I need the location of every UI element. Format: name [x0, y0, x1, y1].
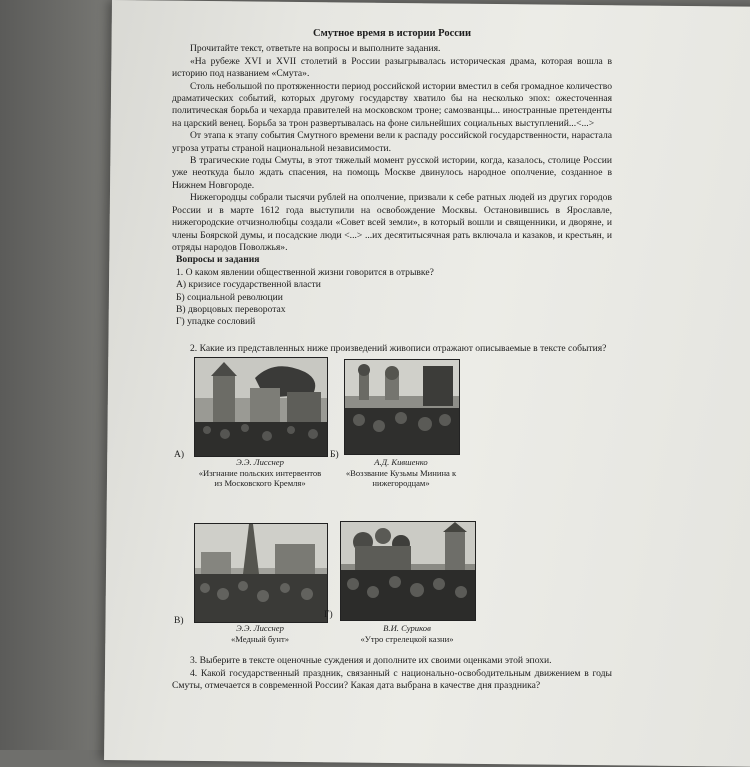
painting-v-author: Э.Э. Лисснер	[236, 623, 284, 634]
painting-g-image	[340, 521, 476, 621]
painting-v-title: «Медный бунт»	[230, 633, 289, 644]
painting-g-caption	[340, 623, 474, 644]
painting-g-letter: Г)	[324, 610, 333, 621]
painting-a-image	[194, 357, 328, 457]
question-2: 2. Какие из представленных ниже произведений живописи отражают описываемые в тексте события?	[190, 342, 607, 354]
paintings-grid-lower	[172, 523, 612, 649]
painting-b-letter: Б)	[330, 450, 339, 461]
question-1: 1. О каком явлении общественной жизни говорится в отрывке?	[176, 266, 434, 278]
painting-g-title: «Утро стрелецкой казни»	[360, 633, 454, 644]
paragraph-3: От этапа к этапу события Смутного времени вели к распаду российской государственности, нарастала угроза утраты страной национальной независимости.	[172, 130, 612, 154]
document-content	[172, 28, 612, 692]
question-3: 3. Выберите в тексте оценочные суждения и дополните их своими оценками этой эпохи.	[190, 655, 552, 667]
paragraph-5: Нижегородцы собрали тысячи рублей на ополчение, призвали к себе ратных людей из других городов России и в марте 1612 года выступили на освобождение Москвы. Остановившись в Ярославле, нижегородские отчизнолюбцы создали «Совет всей земли», в который вошли и священники, и дворяне, и члены Боярской думы, и посадские люди <...> ...их десятитысячная рать включала и казаков, и крестьян, и отряды народов Поволжья».	[172, 192, 612, 253]
questions-heading: Вопросы и задания	[176, 254, 260, 266]
document-title: Смутное время в истории России	[312, 28, 472, 39]
instructions: Прочитайте текст, ответьте на вопросы и выполните задания.	[190, 43, 441, 55]
painting-v-image	[194, 523, 328, 623]
question-1-option-c: В) дворцовых переворотах	[176, 303, 286, 315]
question-1-option-d: Г) упадке сословий	[176, 316, 256, 328]
painting-a-title: «Изгнание польских интервентов из Московского Кремля»	[198, 467, 322, 488]
painting-b-caption	[338, 457, 464, 488]
painting-v-caption	[194, 623, 326, 644]
painting-a-letter: А)	[174, 450, 185, 461]
painting-g-author: В.И. Суриков	[383, 623, 431, 634]
painting-b-author: А.Д. Кившенко	[374, 457, 428, 468]
painting-a-caption	[194, 457, 326, 488]
question-1-option-a: А) кризисе государственной власти	[176, 279, 321, 291]
painting-a-author: Э.Э. Лисснер	[236, 457, 284, 468]
paragraph-4: В трагические годы Смуты, в этот тяжелый момент русской истории, когда, казалось, столице России уже неоткуда было ждать спасения, на помощь Москве двинулось народное ополчение, созданное в Нижнем Новгороде.	[172, 155, 612, 191]
painting-b-title: «Воззвание Кузьмы Минина к нижегородцам»	[345, 467, 457, 488]
question-4: 4. Какой государственный праздник, связанный с национально-освободительным движением в годы Смуты, отмечается в современной России? Какая дата выбрана в качестве дня праздника?	[172, 667, 612, 691]
question-1-option-b: Б) социальной революции	[176, 291, 283, 303]
painting-b-image	[344, 359, 460, 455]
paragraph-1: «На рубеже XVI и XVII столетий в России разыгрывалась историческая драма, которая вошла в историю под названием «Смута».	[172, 55, 612, 80]
paragraph-2: Столь небольшой по протяженности период российской истории вместил в себя громадное количество драматических событий, которых другому государству хватило бы на несколько эпох: ожесточенная политическая борьба и чехарда правителей на московском троне; самозванцы... иностранные претенденты на царский венец. Борьба за трон развертывалась на фоне сильнейших социальных выступлений...<...>	[172, 80, 612, 129]
desk-background	[0, 0, 120, 750]
painting-v-letter: В)	[174, 616, 184, 627]
